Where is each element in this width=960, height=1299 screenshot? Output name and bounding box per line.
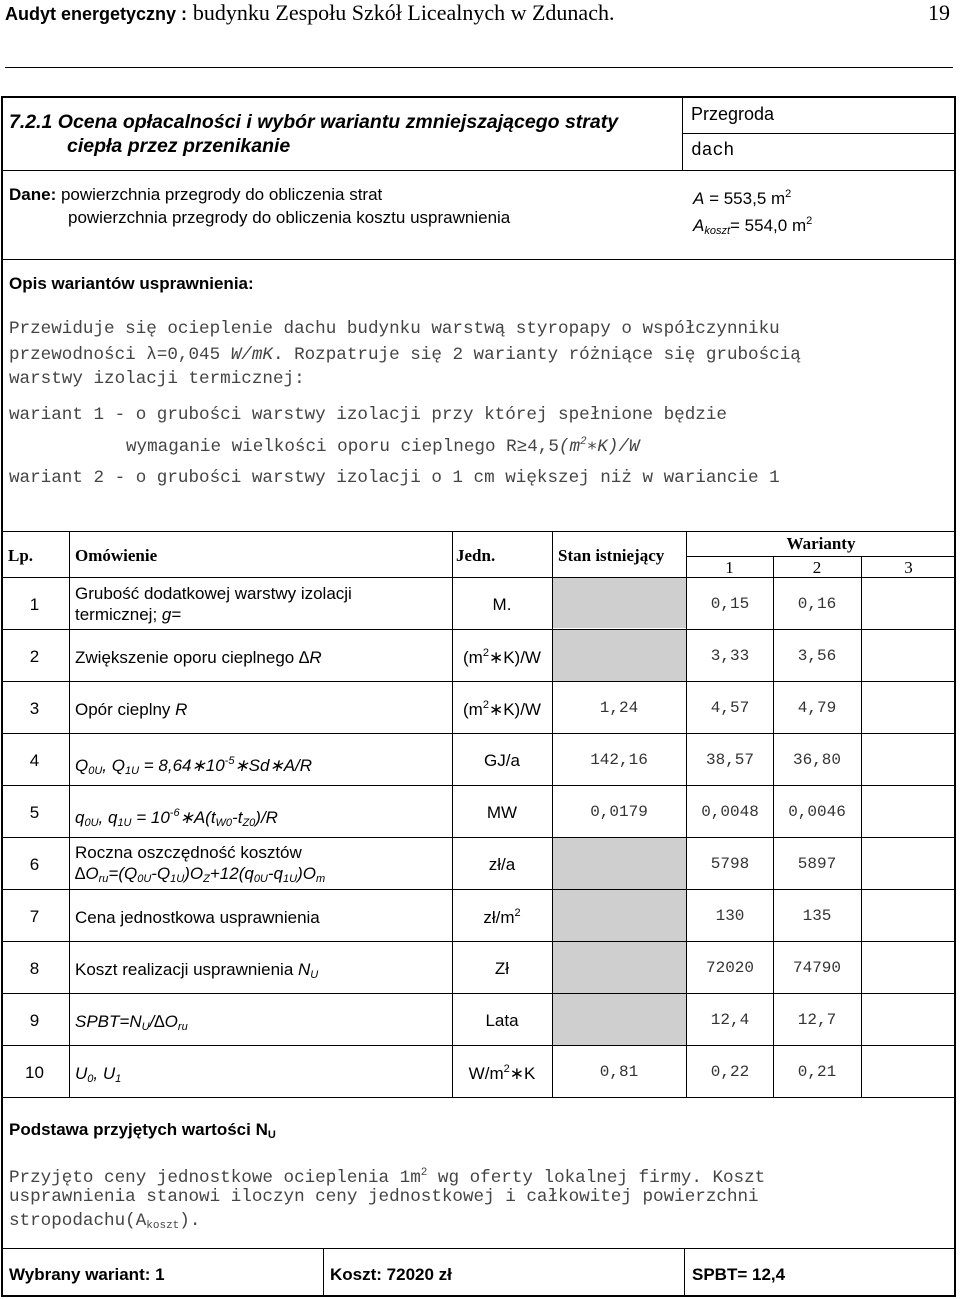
row-variant-2: 3,56 <box>797 647 837 665</box>
row-lp: 6 <box>29 855 40 874</box>
row-variant-2: 0,21 <box>797 1063 837 1081</box>
row-unit: $zł/m^2$ <box>483 907 521 927</box>
row-variant-2: 4,79 <box>797 699 837 717</box>
row-variant-2: 12,7 <box>797 1011 837 1029</box>
empty-cell <box>553 629 686 681</box>
row-description: Zwiększenie oporu cieplnego ∆R <box>75 648 322 667</box>
row-unit: zł/a <box>488 855 516 874</box>
row-lp: 5 <box>29 803 40 822</box>
empty-cell <box>553 994 686 1045</box>
header-variant-2: 2 <box>812 558 822 577</box>
row-variant-1: 130 <box>715 907 745 925</box>
header-variant-3: 3 <box>904 558 913 577</box>
row-variant-1: 0,15 <box>710 595 750 613</box>
row-unit: $(m^2∗K)/W$ <box>463 647 541 667</box>
row-description: Koszt realizacji usprawnienia $N_U$ <box>75 960 319 981</box>
row-unit: M. <box>492 595 512 614</box>
row-description: $q_{0U}$, $q_{1U}$ = $10^{-6}∗A(t_{W0}-t_{Z0})/R$ <box>75 807 278 829</box>
row-lp: 8 <box>29 959 40 978</box>
row-variant-1: 38,57 <box>705 751 754 769</box>
row-variant-1: 4,57 <box>710 699 750 717</box>
row-variant-2: 0,0046 <box>788 803 846 821</box>
row-current-state: 1,24 <box>599 699 639 717</box>
header-stan: Stan istniejący <box>558 546 665 565</box>
row-current-state: 0,0179 <box>590 803 648 821</box>
variant-1-line: wymaganie wielkości oporu cieplnego $R\ge 4,5(m^2∗K)/W$ <box>126 436 640 457</box>
row-description: $U_0$, $U_1$ <box>75 1064 122 1085</box>
selected-variant: Wybrany wariant: 1 <box>9 1265 165 1284</box>
row-description: $SPBT=N_U/\Delta O_{ru}$ <box>75 1012 188 1033</box>
basis-text-line: usprawnienia stanowi iloczyn ceny jednostkowej i całkowitej powierzchni <box>9 1187 759 1207</box>
header-variant-1: 1 <box>725 558 734 577</box>
empty-cell <box>553 942 686 993</box>
selected-spbt: SPBT= 12,4 <box>692 1265 786 1284</box>
row-variant-2: 0,16 <box>797 595 837 613</box>
row-description: Grubość dodatkowej warstwy izolacji termicznej; g= <box>75 584 352 624</box>
area-cost-sub: koszt <box>704 225 731 237</box>
variant-1-line: wariant 1 - o grubości warstwy izolacji przy której spełnione będzie <box>9 405 727 425</box>
empty-cell <box>553 890 686 941</box>
dane-line: powierzchnia przegrody do obliczenia kosztu usprawnienia <box>68 208 511 227</box>
area-cost-unit-exp: 2 <box>806 215 813 227</box>
basis-text-line: Przyjęto ceny jednostkowe ocieplenia $1m^2$ wg oferty lokalnej firmy. Koszt <box>9 1167 766 1188</box>
row-unit: GJ/a <box>484 751 520 770</box>
selected-cost: Koszt: 72020 zł <box>330 1265 452 1284</box>
header-omowienie: Omówienie <box>75 546 158 565</box>
empty-cell <box>553 578 686 628</box>
row-unit: MW <box>486 803 518 822</box>
area-cost-value: = 554,0 m <box>730 216 807 235</box>
variants-heading: Opis wariantów usprawnienia: <box>9 274 254 293</box>
przegroda-value: dach <box>691 141 735 161</box>
variants-text-line: warstwy izolacji termicznej: <box>9 369 305 389</box>
row-unit: $(m^2∗K)/W$ <box>463 699 541 719</box>
row-lp: 3 <box>29 699 40 718</box>
przegroda-label: Przegroda <box>691 104 775 124</box>
row-lp: 10 <box>25 1063 44 1082</box>
variants-text-line: Przewiduje się ocieplenie dachu budynku warstwą styropapy o współczynniku <box>9 319 780 339</box>
area-value: = 553,5 m <box>709 189 786 208</box>
row-variant-1: 0,22 <box>710 1063 750 1081</box>
row-variant-1: 12,4 <box>710 1011 750 1029</box>
area-symbol: A <box>693 189 705 208</box>
row-variant-2: 135 <box>802 907 832 925</box>
row-variant-2: 36,80 <box>792 751 841 769</box>
header-building: budynku Zespołu Szkół Licealnych w Zdunach. <box>192 0 615 25</box>
row-current-state: 142,16 <box>590 751 648 769</box>
section-title-line: 7.2.1 Ocena opłacalności i wybór wariantu zmniejszającego straty <box>9 111 619 133</box>
variant-2-line: wariant 2 - o grubości warstwy izolacji o 1 cm większej niż w wariancie 1 <box>9 468 780 488</box>
row-unit: Lata <box>485 1011 519 1030</box>
row-variant-2: 74790 <box>792 959 841 977</box>
empty-cell <box>553 838 686 889</box>
basis-heading: Podstawa przyjętych wartości $N_U$ <box>9 1120 276 1141</box>
basis-text-line: $stropodachu(A_{koszt})$. <box>9 1211 201 1232</box>
header-lp: Lp. <box>8 546 34 565</box>
area-cost-symbol: A <box>693 216 705 235</box>
row-description: Roczna oszczędność kosztów $\Delta O_{ru}=(Q_{0U}-Q_{1U})O_Z+12(q_{0U}-q_{1U})O_m$ <box>75 843 326 885</box>
row-description: Cena jednostkowa usprawnienia <box>75 908 320 927</box>
area-unit-exp: 2 <box>785 188 792 200</box>
row-lp: 2 <box>29 647 40 666</box>
row-lp: 9 <box>29 1011 40 1030</box>
header-jedn: Jedn. <box>456 546 496 565</box>
header-warianty: Warianty <box>786 534 856 553</box>
section-title-line: ciepła przez przenikanie <box>67 135 291 157</box>
row-variant-1: 5798 <box>710 855 750 873</box>
row-description: $Q_{0U}$, $Q_{1U}$ = $8,64∗10^{-5}∗Sd∗A/R$ <box>75 755 313 777</box>
row-variant-1: 0,0048 <box>701 803 759 821</box>
row-unit: Zł <box>494 959 510 978</box>
row-lp: 4 <box>29 751 40 770</box>
variants-text-line: przewodności λ=0,045 W/mK. Rozpatruje się 2 warianty różniące się grubością <box>9 345 801 365</box>
row-variant-1: 3,33 <box>710 647 750 665</box>
row-variant-2: 5897 <box>797 855 837 873</box>
header-lead: Audyt energetyczny : <box>5 4 188 24</box>
row-lp: 7 <box>29 907 40 926</box>
dane-label: Dane: <box>9 185 57 204</box>
row-lp: 1 <box>29 595 40 614</box>
dane-line: powierzchnia przegrody do obliczenia strat <box>60 185 383 204</box>
row-variant-1: 72020 <box>705 959 754 977</box>
row-unit: $W/m^2∗K$ <box>468 1063 536 1083</box>
row-description: Opór cieplny R <box>75 700 188 719</box>
row-current-state: 0,81 <box>599 1063 639 1081</box>
page-number: 19 <box>928 0 950 25</box>
